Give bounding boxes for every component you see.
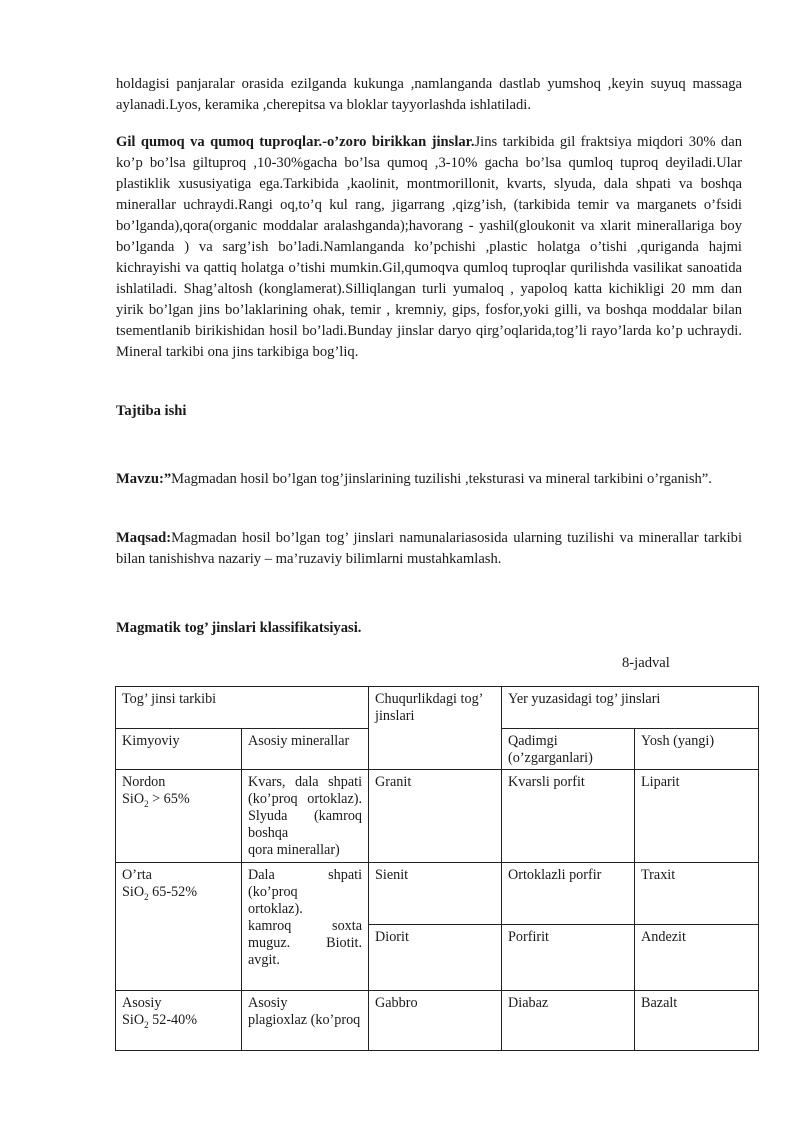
cell-kimyoviy [116, 863, 242, 991]
cell-yosh: Liparit [635, 770, 759, 863]
paragraph-maqsad [116, 528, 742, 570]
cell-chuqurlikdagi: Diorit [369, 925, 502, 991]
header-yosh: Yosh (yangi) [635, 729, 759, 770]
minerals-text-end: avgit. [248, 952, 280, 968]
paragraph-body: Jins tarkibida gil fraktsiya miqdori 30% dan ko’p bo’lsa giltuproq ,10-30%gacha bo’lsa qumoq ,3-10% gacha bo’lsa qumloq tuproq deyiladi.Ular plastiklik xususiyatiga ega.Tarkibida ,kaolinit, montmorillonit, kvarts, slyuda, dala shpati va boshqa minerallar uchraydi.Rangi oq,to’q kul rang, jigarrang ,qizg’ish, (tarkibida temir va marganets o’fsidi bo’lganda),qora(organic moddalar aralashganda);havorang - yashil(gloukonit va xlarit minerallariga boy bo’lganda ) va sarg’ish bo’ladi.Namlanganda ko’pchishi ,plastic holatga o’tishi ,quriganda hajmi kichrayishi va qattiq holatga o’tishi mumkin.Gil,qumoqva qumloq tuproqlar qurilishda vasilikat sanoatida ishlatiladi. Shag’altosh (konglamerat).Silliqlangan turli yumaloq , yapoloq katta kichikligi 20 mm dan yirik bo’lgan jins bo’laklarining ohak, temir , kremniy, gips, fosfor,yoki gilli, va boshqa moddalar bilan tsementlanib birikishidan hosil bo’ladi.Bunday jinslar daryo qirg’oqlarida,tog’li rayo’larda ko’p uchraydi. Mineral tarkibi ona jins tarkibiga bog’liq. [116, 134, 742, 360]
table-row [116, 863, 759, 925]
maqsad-text: Magmadan hosil bo’lgan tog’ jinslari namunalariasosida ularning tuzilishi va minerallar tarkibi bilan tanishishva nazariy – ma’ruzaviy bilimlarni mustahkamlash. [116, 530, 742, 567]
paragraph-mavzu [116, 469, 742, 490]
cell-qadimgi: Porfirit [502, 925, 635, 991]
silica-content: SiO$_2$ > 65% [122, 791, 190, 809]
header-asosiy-minerallar: Asosiy minerallar [242, 729, 369, 770]
silica-content: SiO$_2$ 65-52% [122, 884, 198, 902]
minerals-text-cont: kamroq soxta muguz. Biotit. [248, 918, 363, 951]
cell-qadimgi: Kvarsli porfit [502, 770, 635, 863]
header-kimyoviy: Kimyoviy [116, 729, 242, 770]
section-heading-tajriba [116, 401, 742, 422]
header-yer-yuzasidagi: Yer yuzasidagi tog’ jinslari [502, 687, 759, 729]
paragraph-heading: Gil qumoq va qumoq tuproqlar.-o’zoro birikkan jinslar. [116, 134, 475, 150]
cell-minerals [242, 991, 369, 1051]
cell-chuqurlikdagi: Granit [369, 770, 502, 863]
paragraph-loess: holdagisi panjaralar orasida ezilganda kukunga ,namlanganda dastlab yumshoq ,keyin suyuq massaga aylanadi.Lyos, keramika ,cherepitsa va bloklar tayyorlashda ishlatiladi. [116, 76, 742, 113]
rock-class-name: Asosiy [122, 995, 162, 1011]
cell-qadimgi: Ortoklazli porfir [502, 863, 635, 925]
minerals-text: Kvars, dala shpati (ko’proq ortoklaz). Slyuda (kamroq boshqa [248, 774, 363, 841]
cell-chuqurlikdagi: Sienit [369, 863, 502, 925]
classification-table [115, 686, 759, 1051]
table-header-row [116, 687, 759, 729]
minerals-text: Dala shpati (ko’proq [248, 867, 363, 900]
cell-minerals [242, 770, 369, 863]
rock-class-name: O’rta [122, 867, 152, 883]
table-row [116, 991, 759, 1051]
minerals-text-end: qora minerallar) [248, 842, 340, 858]
cell-yosh: Traxit [635, 863, 759, 925]
cell-kimyoviy [116, 770, 242, 863]
mavzu-label: Mavzu:” [116, 471, 172, 487]
minerals-text: Asosiy [248, 995, 288, 1011]
rock-class-name: Nordon [122, 774, 166, 790]
paragraph-clay-soils [116, 132, 742, 363]
header-tarkibi: Tog’ jinsi tarkibi [116, 687, 369, 729]
cell-kimyoviy [116, 991, 242, 1051]
classification-title [116, 618, 742, 639]
cell-chuqurlikdagi: Gabbro [369, 991, 502, 1051]
cell-qadimgi: Diabaz [502, 991, 635, 1051]
header-qadimgi: Qadimgi (o’zgarganlari) [502, 729, 635, 770]
classification-title-text: Magmatik tog’ jinslari klassifikatsiyasi. [116, 620, 362, 636]
table-number-label: 8-jadval [622, 655, 670, 671]
table-row [116, 770, 759, 863]
cell-yosh: Bazalt [635, 991, 759, 1051]
cell-yosh: Andezit [635, 925, 759, 991]
mavzu-text: Magmadan hosil bo’lgan tog’jinslarining tuzilishi ,teksturasi va mineral tarkibini o’rganish”. [171, 471, 712, 487]
maqsad-label: Maqsad: [116, 530, 172, 546]
silica-content: SiO$_2$ 52-40% [122, 1012, 198, 1030]
minerals-text-mid: ortoklaz). [248, 901, 303, 917]
cell-minerals [242, 863, 369, 991]
minerals-text-end: plagioxlaz (ko’proq [248, 1012, 361, 1028]
tajriba-label: Tajtiba ishi [116, 403, 187, 419]
header-chuqurlikdagi: Chuqurlikdagi tog’ jinslari [369, 687, 502, 770]
